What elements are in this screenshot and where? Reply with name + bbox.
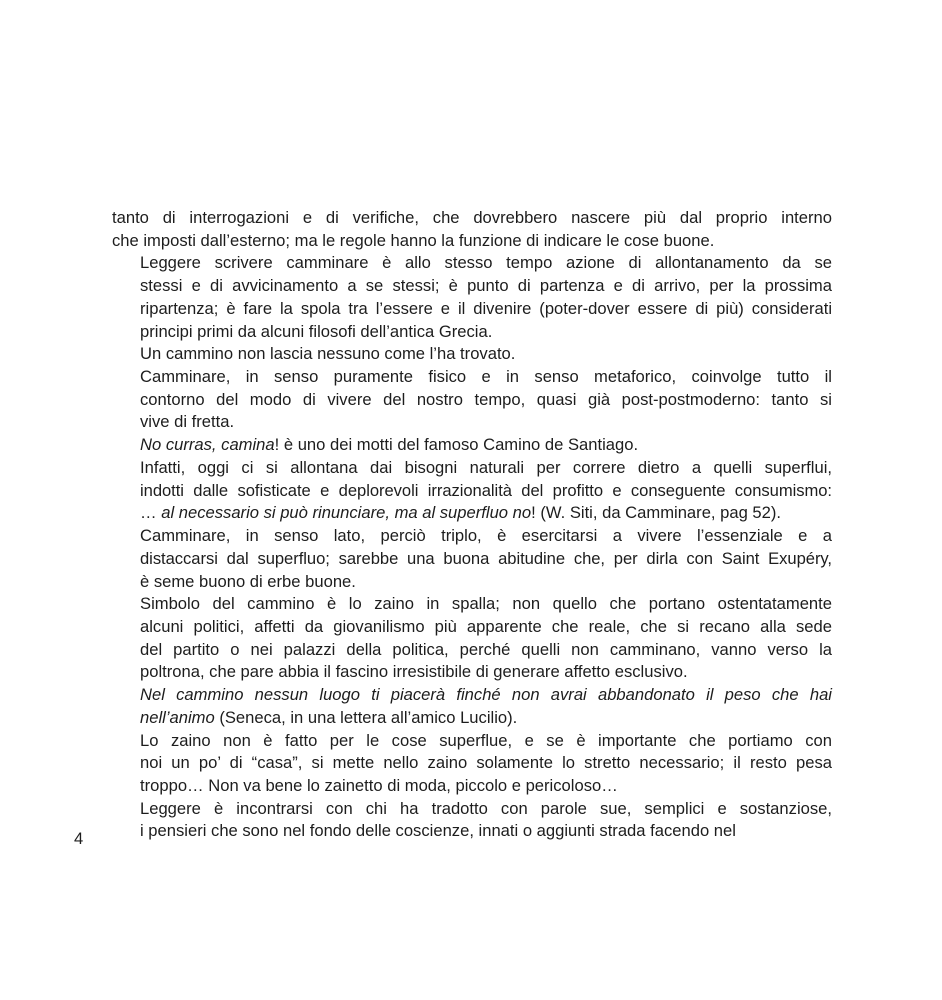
emphasis-text: nell’animo (140, 707, 215, 727)
text-run: che imposti dall’esterno; ma le regole hanno la funzione di indicare le cose buone. (112, 230, 715, 250)
paragraph (112, 525, 832, 593)
text-run: noi un po’ di “casa”, si mette nello zaino solamente lo stretto necessario; il resto pesa (140, 753, 832, 773)
text-line (112, 661, 832, 684)
paragraph (112, 457, 832, 525)
text-run: Camminare, in senso lato, perciò triplo, è esercitarsi a vivere l’essenziale e a (140, 526, 832, 546)
text-run: Camminare, in senso puramente fisico e in senso metaforico, coinvolge tutto il (140, 367, 832, 387)
text-line (112, 230, 832, 253)
page-number: 4 (74, 829, 84, 848)
text-run: Infatti, oggi ci si allontana dai bisogni naturali per correre dietro a quelli superflui, (140, 457, 832, 477)
text-run: distaccarsi dal superfluo; sarebbe una buona abitudine che, per dirla con Saint Exupéry, (140, 548, 832, 568)
text-run: ! (W. Siti, da Camminare, pag 52). (531, 503, 782, 523)
text-run: indotti dalle sofisticate e deplorevoli irrazionalità del profitto e conseguente consumismo: (140, 480, 832, 500)
text-run: alcuni politici, affetti da giovanilismo più apparente che reale, che si recano alla sede (140, 616, 832, 636)
text-line (112, 275, 832, 298)
paragraph (112, 730, 832, 798)
text-run: tanto di interrogazioni e di verifiche, che dovrebbero nascere più dal proprio interno (112, 208, 832, 227)
paragraph (112, 343, 832, 366)
text-line (112, 252, 832, 275)
text-line (112, 775, 832, 798)
text-line (112, 798, 832, 821)
emphasis-text: No curras, camina (140, 435, 275, 455)
text-run: poltrona, che pare abbia il fascino irresistibile di generare affetto esclusivo. (140, 662, 688, 682)
text-line (112, 593, 832, 616)
text-run: Un cammino non lascia nessuno come l’ha trovato. (140, 344, 516, 364)
body-text-column (112, 207, 832, 843)
text-line (112, 321, 832, 344)
text-line (112, 411, 832, 434)
text-line (112, 616, 832, 639)
text-line (112, 434, 832, 457)
text-run: Leggere scrivere camminare è allo stesso tempo azione di allontanamento da se (140, 253, 832, 273)
text-line (112, 707, 832, 730)
text-run: del partito o nei palazzi della politica, perché quelli non camminano, vanno verso la (140, 639, 832, 659)
text-line (112, 480, 832, 503)
text-line (112, 730, 832, 753)
text-run: troppo… Non va bene lo zainetto di moda, piccolo e pericoloso… (140, 775, 618, 795)
text-line (112, 298, 832, 321)
paragraph (112, 684, 832, 729)
text-run: … (140, 503, 162, 523)
text-line (112, 207, 832, 230)
paragraph (112, 434, 832, 457)
text-line (112, 752, 832, 775)
text-line (112, 366, 832, 389)
text-line (112, 548, 832, 571)
text-run: è seme buono di erbe buone. (140, 571, 356, 591)
text-line (112, 684, 832, 707)
text-line (112, 457, 832, 480)
text-line (112, 571, 832, 594)
paragraph (112, 207, 832, 252)
text-run: Simbolo del cammino è lo zaino in spalla; non quello che portano ostentatamente (140, 594, 832, 614)
text-run: principi primi da alcuni filosofi dell’antica Grecia. (140, 321, 493, 341)
text-line (112, 389, 832, 412)
text-run: ripartenza; è fare la spola tra l’essere e il divenire (poter-dover essere di più) considerati (140, 298, 832, 318)
paragraph (112, 798, 832, 843)
text-line (112, 343, 832, 366)
text-run: vive di fretta. (140, 412, 235, 432)
paragraph (112, 593, 832, 684)
text-line (112, 502, 832, 525)
paragraph (112, 366, 832, 434)
text-line (112, 639, 832, 662)
text-run: contorno del modo di vivere del nostro tempo, quasi già post-postmoderno: tanto si (140, 389, 832, 409)
text-line (112, 820, 832, 843)
text-run: Leggere è incontrarsi con chi ha tradotto con parole sue, semplici e sostanziose, (140, 798, 832, 818)
paragraph (112, 252, 832, 343)
text-run: Lo zaino non è fatto per le cose superflue, e se è importante che portiamo con (140, 730, 832, 750)
emphasis-text: al necessario si può rinunciare, ma al superfluo no (161, 503, 532, 523)
text-run: ! è uno dei motti del famoso Camino de Santiago. (274, 435, 639, 455)
emphasis-text: Nel cammino nessun luogo ti piacerà finché non avrai abbandonato il peso che hai (140, 685, 832, 705)
text-run: stessi e di avvicinamento a se stessi; è punto di partenza e di arrivo, per la prossima (140, 276, 832, 296)
text-line (112, 525, 832, 548)
text-run: i pensieri che sono nel fondo delle coscienze, innati o aggiunti strada facendo nel (140, 821, 736, 841)
text-run: (Seneca, in una lettera all’amico Lucilio). (214, 707, 518, 727)
